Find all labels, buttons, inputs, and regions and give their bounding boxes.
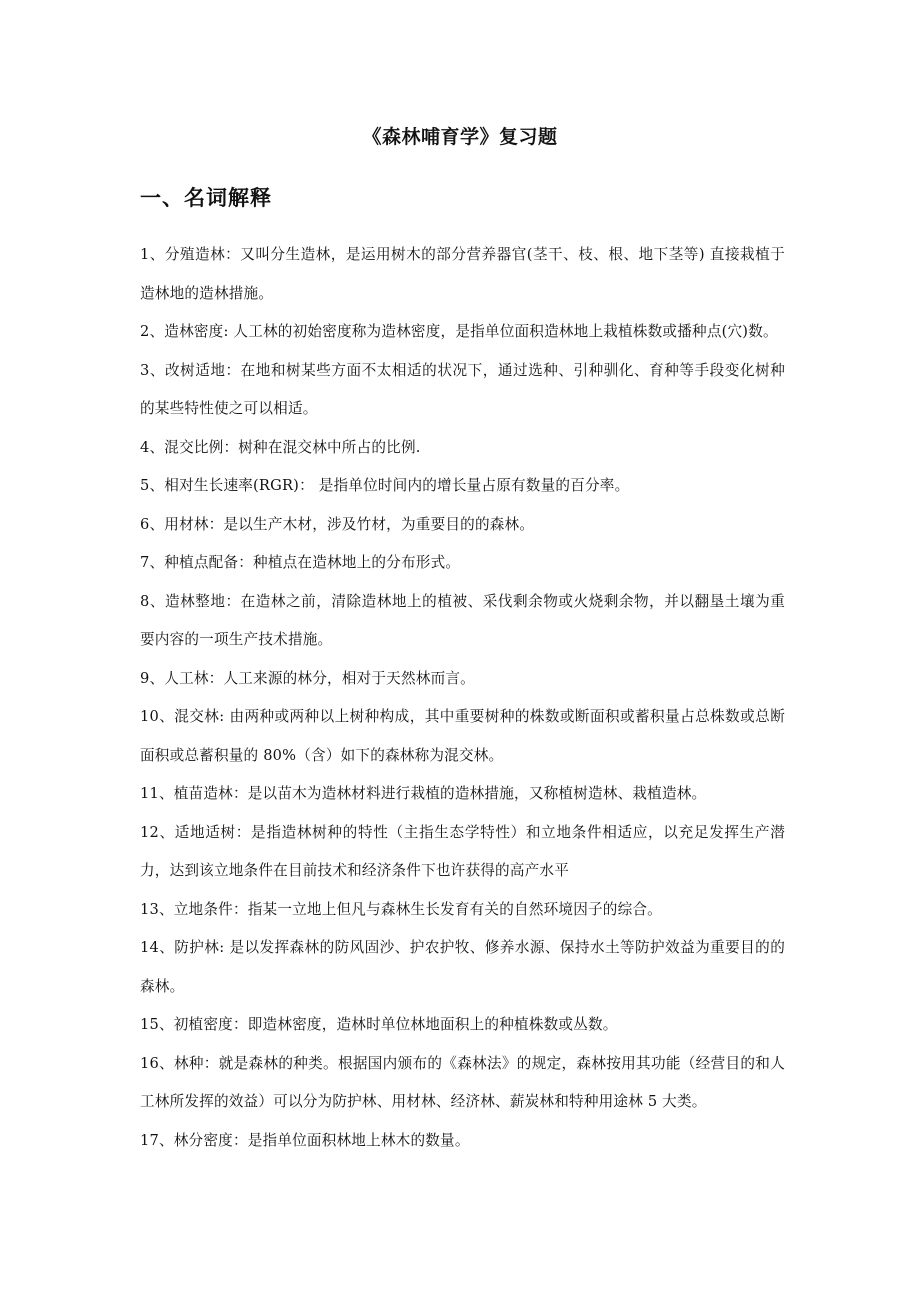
glossary-entry: 12、适地适树：是指造林树种的特性（主指生态学特性）和立地条件相适应，以充足发挥生产潜力，达到该立地条件在目前技术和经济条件下也许获得的高产水平: [140, 823, 785, 879]
glossary-entry: 15、初植密度：即造林密度，造林时单位林地面积上的种植株数或丛数。: [140, 1016, 618, 1033]
glossary-entry: 4、混交比例：树种在混交林中所占的比例.: [140, 438, 421, 456]
glossary-entry: 3、改树适地：在地和树某些方面不太相适的状况下，通过选种、引种驯化、育种等手段变化树种的某些特性使之可以相适。: [140, 361, 785, 417]
glossary-entry: 14、防护林: 是以发挥森林的防风固沙、护农护牧、修养水源、保持水土等防护效益为重要目的的森林。: [140, 939, 785, 995]
glossary-entry: 1、分殖造林：又叫分生造林，是运用树木的部分营养器官(茎干、枝、根、地下茎等) 直接栽植于造林地的造林措施。: [140, 246, 785, 302]
glossary-entry: 10、混交林: 由两种或两种以上树种构成，其中重要树种的株数或断面积或蓄积量占总株数或总断面积或总蓄积量的 80%（含）如下的森林称为混交林。: [140, 708, 785, 764]
glossary-entry: 8、造林整地：在造林之前，清除造林地上的植被、采伐剩余物或火烧剩余物，并以翻垦土壤为重要内容的一项生产技术措施。: [140, 592, 785, 648]
glossary-entry: 16、林种：就是森林的种类。根据国内颁布的《森林法》的规定，森林按用其功能（经营目的和人工林所发挥的效益）可以分为防护林、用材林、经济林、薪炭林和特种用途林 5 大类。: [140, 1054, 785, 1110]
glossary-entry: 2、造林密度: 人工林的初始密度称为造林密度，是指单位面积造林地上栽植株数或播种点(穴)数。: [140, 323, 778, 340]
glossary-entry: 7、种植点配备：种植点在造林地上的分布形式。: [140, 554, 461, 571]
document-title: 《森林哺育学》复习题: [362, 126, 558, 148]
glossary-entry: 5、相对生长速率(RGR)： 是指单位时间内的增长量占原有数量的百分率。: [140, 477, 630, 494]
glossary-entry: 6、用材林：是以生产木材，涉及竹材，为重要目的的森林。: [140, 515, 535, 533]
glossary-entry: 9、人工林：人工来源的林分，相对于天然林而言。: [140, 669, 475, 687]
section-heading: 一、名词解释: [140, 186, 272, 210]
glossary-entry: 13、立地条件：指某一立地上但凡与森林生长发育有关的自然环境因子的综合。: [140, 900, 662, 918]
glossary-entry: 11、植苗造林：是以苗木为造林材料进行栽植的造林措施，又称植树造林、栽植造林。: [140, 785, 707, 802]
glossary-list: [140, 236, 785, 1160]
glossary-entry: 17、林分密度：是指单位面积林地上林木的数量。: [140, 1131, 470, 1149]
